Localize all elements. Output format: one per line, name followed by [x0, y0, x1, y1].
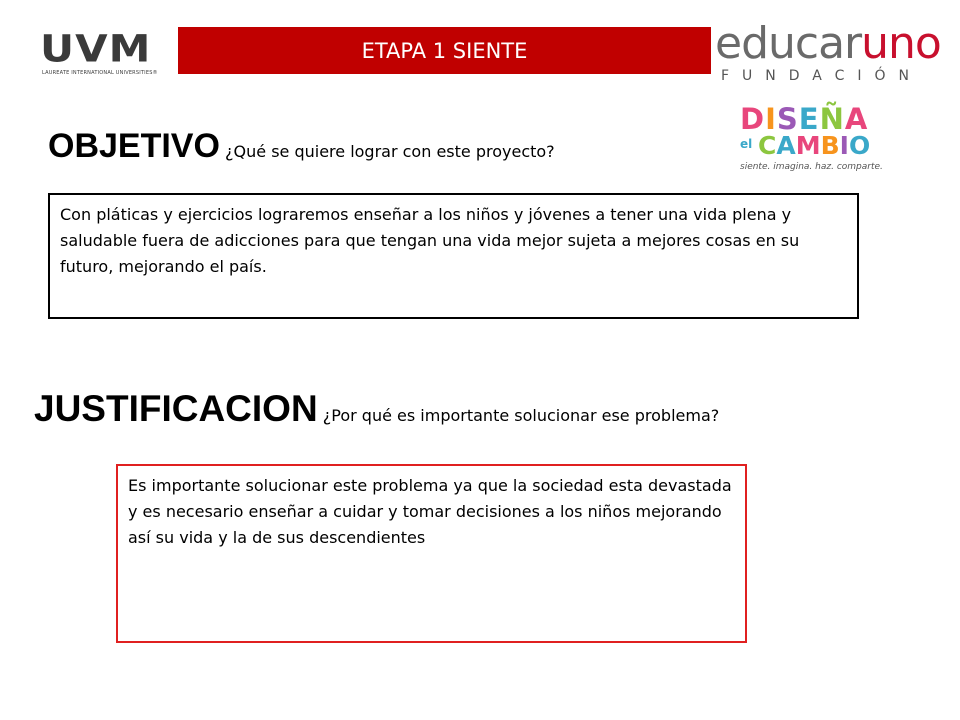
cambio-letter: B: [820, 131, 840, 160]
disena-letter: D: [740, 102, 766, 136]
uvm-logo-text: UVM: [40, 26, 152, 71]
objetivo-title: OBJETIVO: [48, 127, 220, 165]
objetivo-heading: [48, 127, 555, 166]
objetivo-text: Con pláticas y ejercicios lograremos enseñar a los niños y jóvenes a tener una vida plena y saludable fuera de adicciones para que tengan una vida mejor sujeta a mejores cosas en su futuro, mejorando el país.: [60, 205, 800, 276]
disena-cambio-wordmark: [758, 131, 870, 160]
educaruno-subtitle: FUNDACIÓN: [721, 68, 923, 84]
justificacion-question: ¿Por qué es importante solucionar ese problema?: [322, 406, 720, 425]
disena-el-cambio-logo: [736, 102, 920, 176]
justificacion-title: JUSTIFICACION: [34, 388, 318, 429]
disena-letter: I: [765, 102, 777, 136]
disena-tagline: siente. imagina. haz. comparte.: [740, 162, 883, 172]
cambio-letter: C: [758, 131, 777, 160]
educaruno-part1: educar: [715, 18, 862, 69]
disena-el-text: el: [740, 137, 753, 151]
cambio-letter: A: [776, 131, 796, 160]
justificacion-heading: [34, 388, 719, 430]
disena-letter: E: [798, 102, 820, 136]
disena-letter: A: [844, 102, 869, 136]
justificacion-text-box: [116, 464, 747, 643]
educaruno-part2: uno: [861, 18, 941, 69]
cambio-letter: I: [839, 131, 849, 160]
objetivo-question: ¿Qué se quiere lograr con este proyecto?: [225, 142, 555, 161]
objetivo-text-box: [48, 193, 859, 319]
stage-banner-label: ETAPA 1 SIENTE: [361, 38, 528, 63]
disena-letter: Ñ: [819, 102, 845, 136]
educaruno-wordmark: [715, 18, 941, 69]
uvm-logo-subtitle: LAUREATE INTERNATIONAL UNIVERSITIES®: [42, 70, 158, 76]
cambio-letter: O: [848, 131, 871, 160]
uvm-logo: [40, 26, 160, 78]
educaruno-logo: [715, 18, 940, 93]
disena-letter: S: [776, 102, 799, 136]
stage-banner: [178, 27, 711, 74]
justificacion-text: Es importante solucionar este problema ya que la sociedad esta devastada y es necesario enseñar a cuidar y tomar decisiones a los niños mejorando así su vida y la de sus descendientes: [128, 476, 732, 547]
cambio-letter: M: [795, 131, 821, 160]
